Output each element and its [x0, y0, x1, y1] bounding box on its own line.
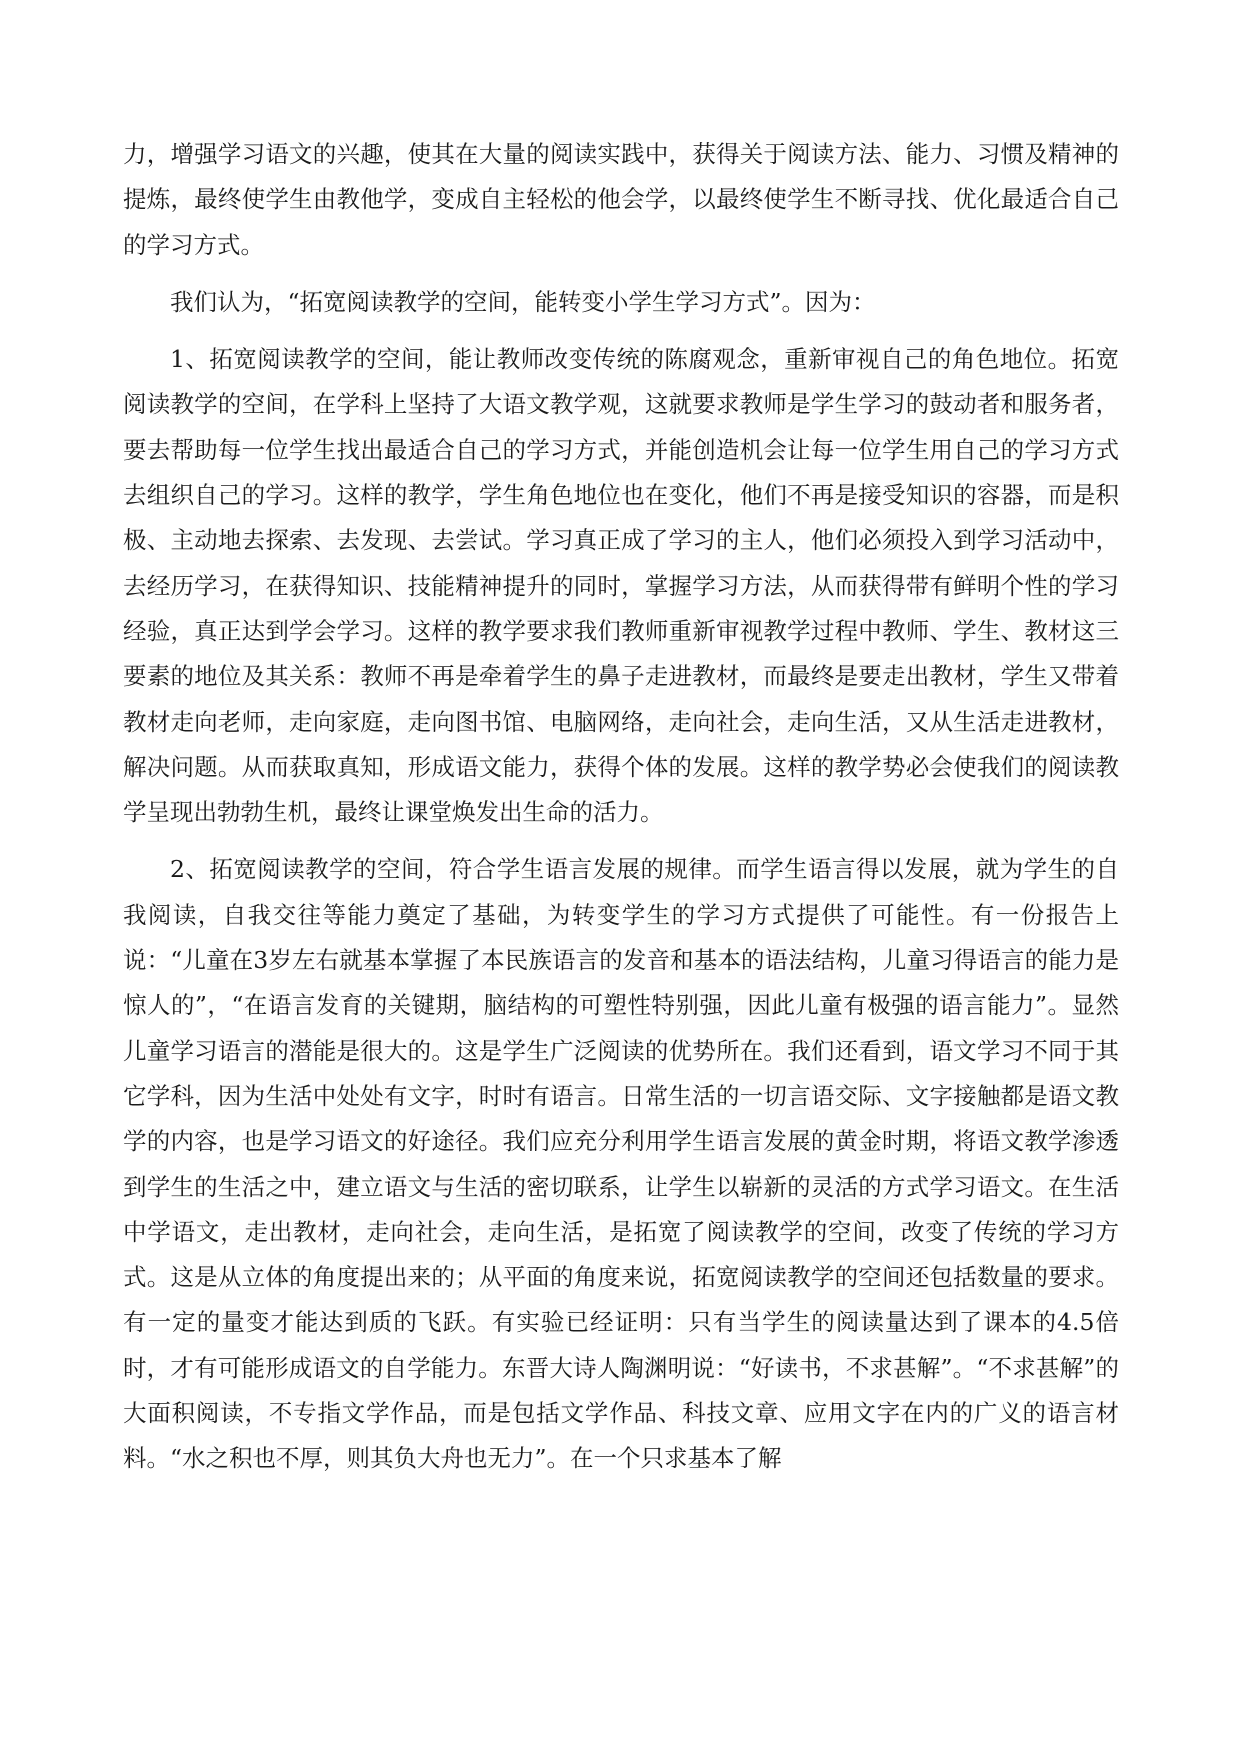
- document-body: [123, 132, 1119, 1482]
- paragraph-thesis: 我们认为，“拓宽阅读教学的空间，能转变小学生学习方式”。因为：: [170, 287, 876, 316]
- paragraph-point-1: 1、拓宽阅读教学的空间，能让教师改变传统的陈腐观念，重新审视自己的角色地位。拓宽阅读教学的空间，在学科上坚持了大语文教学观，这就要求教师是学生学习的鼓动者和服务者，要去帮助每一位学生找出最适合自己的学习方式，并能创造机会让每一位学生用自己的学习方式去组织自己的学习。这样的教学，学生角色地位也在变化，他们不再是接受知识的容器，而是积极、主动地去探索、去发现、去尝试。学习真正成了学习的主人，他们必须投入到学习活动中，去经历学习，在获得知识、技能精神提升的同时，掌握学习方法，从而获得带有鲜明个性的学习经验，真正达到学会学习。这样的教学要求我们教师重新审视教学过程中教师、学生、教材这三要素的地位及其关系：教师不再是牵着学生的鼻子走进教材，而最终是要走出教材，学生又带着教材走向老师，走向家庭，走向图书馆、电脑网络，走向社会，走向生活，又从生活走进教材，解决问题。从而获取真知，形成语文能力，获得个体的发展。这样的教学势必会使我们的阅读教学呈现出勃勃生机，最终让课堂焕发出生命的活力。: [123, 345, 1119, 827]
- paragraph-point-2: 2、拓宽阅读教学的空间，符合学生语言发展的规律。而学生语言得以发展，就为学生的自我阅读，自我交往等能力奠定了基础，为转变学生的学习方式提供了可能性。有一份报告上说：“儿童在3岁左右就基本掌握了本民族语言的发音和基本的语法结构，儿童习得语言的能力是惊人的”，“在语言发育的关键期，脑结构的可塑性特别强，因此儿童有极强的语言能力”。显然儿童学习语言的潜能是很大的。这是学生广泛阅读的优势所在。我们还看到，语文学习不同于其它学科，因为生活中处处有文字，时时有语言。日常生活的一切言语交际、文字接触都是语文教学的内容，也是学习语文的好途径。我们应充分利用学生语言发展的黄金时期，将语文教学渗透到学生的生活之中，建立语文与生活的密切联系，让学生以崭新的灵活的方式学习语文。在生活中学语文，走出教材，走向社会，走向生活，是拓宽了阅读教学的空间，改变了传统的学习方式。这是从立体的角度提出来的；从平面的角度来说，拓宽阅读教学的空间还包括数量的要求。有一定的量变才能达到质的飞跃。有实验已经证明：只有当学生的阅读量达到了课本的4.5倍时，才有可能形成语文的自学能力。东晋大诗人陶渊明说：“好读书，不求甚解”。“不求甚解”的大面积阅读，不专指文学作品，而是包括文学作品、科技文章、应用文字在内的广义的语言材料。“水之积也不厚，则其负大舟也无力”。在一个只求基本了解: [123, 855, 1119, 1473]
- paragraph-continuation: 力，增强学习语文的兴趣，使其在大量的阅读实践中，获得关于阅读方法、能力、习惯及精神的提炼，最终使学生由教他学，变成自主轻松的他会学，以最终使学生不断寻找、优化最适合自己的学习方式。: [123, 140, 1119, 259]
